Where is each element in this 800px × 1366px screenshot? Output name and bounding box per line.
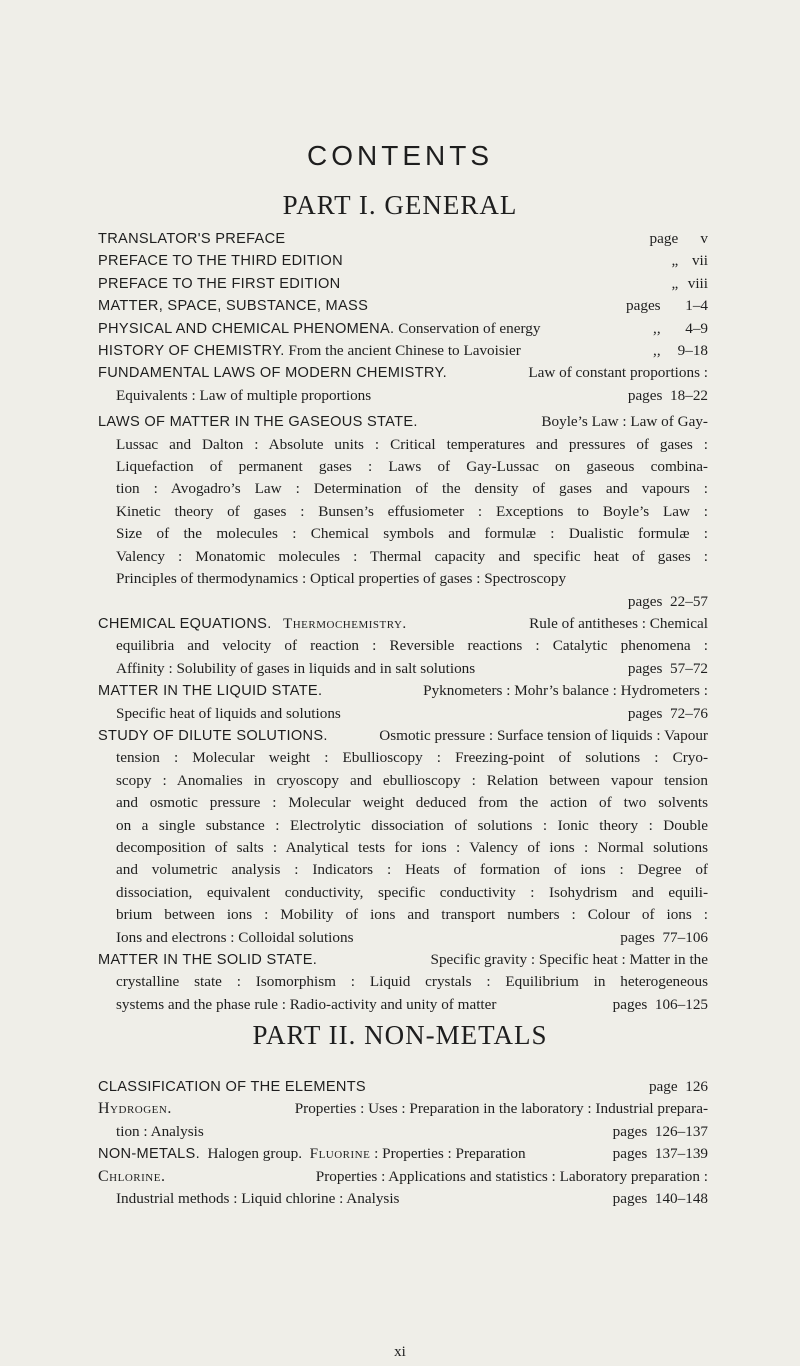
part-two-entries <box>98 1076 708 1210</box>
toc-entry-history <box>98 340 708 362</box>
page-ref: v <box>700 230 708 247</box>
entry-text: Affinity : Solubility of gases in liquids and in salt solutions <box>116 659 476 677</box>
entry-text: Boyle’s Law : Law of Gay- <box>541 413 708 431</box>
entry-text: Conservation of energy <box>398 319 541 337</box>
page-ref-label: pages <box>627 704 663 722</box>
entry-text: Law of constant proportions : <box>528 364 708 382</box>
page-ref: 57–72 <box>670 659 708 677</box>
entry-heading: MATTER, SPACE, SUBSTANCE, MASS <box>98 298 369 315</box>
entry-heading: FUNDAMENTAL LAWS OF MODERN CHEMISTRY. <box>98 365 447 382</box>
entry-text: tion : Analysis <box>116 1122 204 1140</box>
entry-text: decomposition of salts : Analytical tests for ions : Valency of ions : Normal solutions <box>116 838 708 856</box>
page-ref-label: ,, <box>653 319 661 337</box>
entry-text: Properties : Applications and statistics : Laboratory preparation : <box>315 1167 708 1185</box>
page-ref: 4–9 <box>685 319 708 337</box>
entry-text: Principles of thermodynamics : Optical properties of gases : Spectroscopy <box>116 570 567 588</box>
entry-subheading: Chlorine. <box>98 1167 166 1185</box>
page-ref: 126–137 <box>654 1122 708 1140</box>
page-ref: 106–125 <box>654 995 708 1013</box>
entry-text: Valency : Monatomic molecules : Thermal capacity and specific heat of gases : <box>116 547 708 565</box>
page-ref-label: pages <box>627 592 663 610</box>
entry-subheading: Hydrogen. <box>98 1100 172 1118</box>
entry-text: tension : Molecular weight : Ebullioscopy : Freezing-point of solutions : Cryo- <box>116 749 708 767</box>
entry-subheading: Thermochemistry. <box>282 614 407 632</box>
page-ref-label: pages <box>612 995 648 1013</box>
page-ref-label: pages <box>626 297 661 315</box>
entry-subheading: Fluorine <box>309 1145 371 1163</box>
entry-text: Specific heat of liquids and solutions <box>116 704 341 722</box>
toc-entry-preface-first-edition <box>98 273 708 295</box>
entry-text: and osmotic pressure : Molecular weight deduced from the action of two solvents <box>116 794 708 812</box>
entry-text: equilibria and velocity of reaction : Reversible reactions : Catalytic phenomena : <box>116 637 708 655</box>
page-ref-label: pages <box>627 659 663 677</box>
entry-text: scopy : Anomalies in cryoscopy and ebullioscopy : Relation between vapour tension <box>116 771 708 789</box>
entry-text: Lussac and Dalton : Absolute units : Critical temperatures and pressures of gases : <box>116 435 708 453</box>
entry-heading: LAWS OF MATTER IN THE GASEOUS STATE. <box>98 414 418 431</box>
entry-text: Liquefaction of permanent gases : Laws of Gay-Lussac on gaseous combina- <box>116 458 708 476</box>
page-ref-label: pages <box>627 386 663 404</box>
entry-text: Equivalents : Law of multiple proportions <box>116 386 372 404</box>
entry-text: Kinetic theory of gases : Bunsen’s effusiometer : Exceptions to Boyle’s Law : <box>116 502 708 520</box>
entry-heading: MATTER IN THE LIQUID STATE. <box>98 683 323 700</box>
entry-text: Ions and electrons : Colloidal solutions <box>116 928 354 946</box>
page-ref: 126 <box>685 1078 708 1095</box>
page-ref-label: „ <box>671 274 679 292</box>
page-ref: 1–4 <box>685 297 708 315</box>
toc-entry-liquid-state <box>98 680 708 725</box>
entry-text: Industrial methods : Liquid chlorine : Analysis <box>116 1190 400 1208</box>
page-ref: vii <box>691 252 708 270</box>
toc-entry-hydrogen <box>98 1098 708 1143</box>
part-one-title: PART I. GENERAL <box>282 190 518 220</box>
entry-text: and volumetric analysis : Indicators : Heats of formation of ions : Degree of <box>116 861 708 879</box>
toc-entry-preface-third-edition <box>98 250 708 272</box>
entry-heading: PREFACE TO THE THIRD EDITION <box>98 253 343 270</box>
part-two-title: PART II. NON-METALS <box>252 1020 548 1050</box>
part-one-entries <box>98 228 708 1016</box>
entry-heading: TRANSLATOR'S PREFACE <box>98 231 286 247</box>
page-ref: 72–76 <box>670 704 708 722</box>
entry-heading: CHEMICAL EQUATIONS. <box>98 615 272 632</box>
entry-text: on a single substance : Electrolytic dissociation of solutions : Ionic theory : Double <box>116 816 708 834</box>
entry-text: crystalline state : Isomorphism : Liquid crystals : Equilibrium in heterogeneous <box>116 973 708 991</box>
page-ref: viii <box>687 274 708 292</box>
entry-text: Properties : Uses : Preparation in the laboratory : Industrial prepara- <box>294 1100 708 1118</box>
page-ref-label: page <box>648 1078 678 1095</box>
entry-heading: HISTORY OF CHEMISTRY. <box>98 343 285 360</box>
entry-heading: STUDY OF DILUTE SOLUTIONS. <box>98 727 328 744</box>
page-ref-label: pages <box>612 1190 648 1208</box>
entry-text: : Properties : Preparation <box>374 1145 526 1163</box>
toc-entry-dilute-solutions <box>98 725 708 949</box>
page-ref: 22–57 <box>670 592 708 610</box>
entry-text: Rule of antitheses : Chemical <box>529 614 708 632</box>
page-ref-label: „ <box>671 252 679 270</box>
entry-text: systems and the phase rule : Radio-activity and unity of matter <box>116 995 497 1013</box>
page-ref-label: page <box>649 230 679 247</box>
page-ref-label: ,, <box>653 342 661 360</box>
page-ref: 137–139 <box>654 1145 708 1163</box>
entry-text: Size of the molecules : Chemical symbols and formulæ : Dualistic formulæ : <box>116 525 708 543</box>
contents-title: CONTENTS <box>307 140 493 171</box>
toc-entry-gaseous-state <box>98 411 708 613</box>
entry-heading: MATTER IN THE SOLID STATE. <box>98 952 318 968</box>
entry-heading: PHYSICAL AND CHEMICAL PHENOMENA. <box>98 320 395 337</box>
page-ref-label: pages <box>612 1145 648 1163</box>
entry-heading: PREFACE TO THE FIRST EDITION <box>98 275 341 292</box>
entry-text: brium between ions : Mobility of ions and transport numbers : Colour of ions : <box>116 906 708 924</box>
page-ref: 9–18 <box>677 342 708 360</box>
entry-text: Halogen group. <box>207 1145 303 1163</box>
page-ref: 77–106 <box>662 928 708 946</box>
entry-text: dissociation, equivalent conductivity, specific conductivity : Isohydrism and equili- <box>116 883 708 901</box>
toc-entry-phenomena <box>98 318 708 340</box>
entry-text: Pyknometers : Mohr’s balance : Hydrometers : <box>423 682 708 700</box>
entry-text: Osmotic pressure : Surface tension of liquids : Vapour <box>379 726 708 744</box>
toc-entry-solid-state <box>98 949 708 1016</box>
toc-entry-classification <box>98 1076 708 1098</box>
toc-entry-chemical-equations <box>98 613 708 680</box>
page-ref-label: pages <box>612 1122 648 1140</box>
page-ref: 140–148 <box>654 1190 708 1208</box>
toc-entry-translators-preface <box>98 228 708 250</box>
toc-entry-non-metals <box>98 1143 708 1165</box>
toc-entry-chlorine <box>98 1166 708 1211</box>
toc-entry-matter-space <box>98 295 708 317</box>
entry-heading: CLASSIFICATION OF THE ELEMENTS <box>98 1079 366 1095</box>
page-number: xi <box>394 1344 406 1360</box>
entry-heading: NON-METALS. <box>98 1146 200 1163</box>
page-ref: 18–22 <box>670 386 708 404</box>
toc-entry-fundamental-laws <box>98 362 708 407</box>
page-ref-label: pages <box>620 928 655 946</box>
entry-text: tion : Avogadro’s Law : Determination of the density of gases and vapours : <box>116 480 708 498</box>
entry-text: From the ancient Chinese to Lavoisier <box>288 342 521 360</box>
entry-text: Specific gravity : Specific heat : Matter in the <box>430 951 708 968</box>
